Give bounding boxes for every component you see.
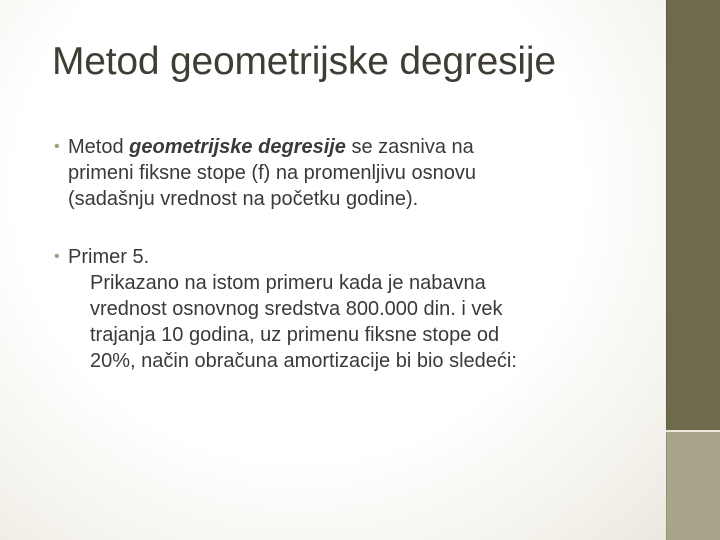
slide-title: Metod geometrijske degresije <box>52 40 556 83</box>
bullet-text-rest: se zasniva na <box>345 136 474 158</box>
bullet-line: (sadašnju vrednost na početku godine). <box>68 188 419 210</box>
bullet-item-definition <box>54 134 654 212</box>
example-line: 20%, način obračuna amortizacije bi bio sledeći: <box>90 350 517 372</box>
bullet-text-prefix: Metod <box>68 136 130 158</box>
sidebar-decoration-light <box>666 432 720 540</box>
bullet-icon: • <box>54 138 60 155</box>
bullet-line: primeni fiksne stope (f) na promenljivu osnovu <box>68 162 476 184</box>
sidebar-decoration-dark <box>666 0 720 432</box>
slide-body <box>54 134 654 374</box>
bullet-line <box>68 134 654 160</box>
example-heading: Primer 5. <box>68 246 150 268</box>
example-line: trajanja 10 godina, uz primenu fiksne stope od <box>90 324 500 346</box>
bullet-item-example <box>54 244 654 374</box>
example-line: vrednost osnovnog sredstva 800.000 din. i vek <box>90 298 503 320</box>
example-line: Prikazano na istom primeru kada je nabavna <box>90 272 486 294</box>
bullet-icon: • <box>54 248 60 265</box>
bullet-emphasis: geometrijske degresije <box>129 136 346 158</box>
